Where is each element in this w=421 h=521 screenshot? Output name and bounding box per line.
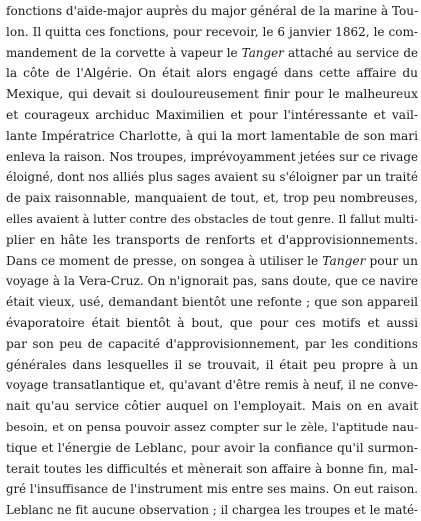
text-line: plier en hâte les transports de renforts et d'approvisionnements. <box>6 232 418 247</box>
text-line: de paix raisonnable, manquaient de tout, et, trop peu nombreuses, <box>6 191 418 206</box>
text-line: la côte de l'Algérie. On était alors engagé dans cette affaire du <box>6 66 418 81</box>
italic-ship-name: Tanger <box>241 45 284 60</box>
text-line: tique et l'énergie de Leblanc, pour avoir la confiance qu'il surmon- <box>6 440 418 455</box>
document-page <box>6 1 418 521</box>
text-line: éloigné, dont nos alliés plus sages avaient su s'éloigner par un traité <box>6 170 418 185</box>
text-line: Dans ce moment de presse, on songea à utiliser le Tanger pour un <box>6 253 418 268</box>
text-line: était vieux, usé, demandant bientôt une refonte ; que son appareil <box>6 295 418 310</box>
text-line: voyage transatlantique et, qu'avant d'être remis à neuf, il ne conve- <box>6 378 418 393</box>
text-line: elles avaient à lutter contre des obstacles de tout genre. Il fallut multi- <box>6 211 418 226</box>
text-line: générales dans lesquelles il se trouvait, il était peu propre à un <box>6 357 418 372</box>
text-line: fonctions d'aide-major auprès du major général de la marine à Tou- <box>6 4 418 18</box>
text-line: lon. Il quitta ces fonctions, pour recevoir, le 6 janvier 1862, le com- <box>6 24 418 39</box>
text-line: et courageux archiduc Maximilien et pour l'intéressante et vail- <box>6 107 418 122</box>
text-line: besoin, et on pensa pouvoir assez compter sur le zèle, l'aptitude nau- <box>6 419 418 434</box>
text-line: mandement de la corvette à vapeur le Tanger attaché au service de <box>6 45 418 60</box>
text-line: enleva la raison. Nos troupes, imprévoyamment jetées sur ce rivage <box>6 149 418 164</box>
text-line: terait toutes les difficultés et mènerait son affaire à bonne fin, mal- <box>6 461 418 476</box>
text-line: lante Impératrice Charlotte, à qui la mort lamentable de son mari <box>6 128 418 143</box>
text-line: Leblanc ne fit aucune observation ; il chargea les troupes et le maté- <box>6 503 418 518</box>
text-line: voyage à la Vera-Cruz. On n'ignorait pas, sans doute, que ce navire <box>6 274 418 289</box>
italic-ship-name: Tanger <box>322 253 366 268</box>
text-line: évaporatoire était bientôt à bout, que pour ces motifs et aussi <box>6 315 418 330</box>
text-line: gré l'insuffisance de l'instrument mis entre ses mains. On eut raison. <box>6 482 418 497</box>
text-line: Mexique, qui devait si douloureusement finir pour le malheureux <box>6 87 418 102</box>
text-line: nait qu'au service côtier auquel on l'employait. Mais on en avait <box>6 399 418 414</box>
text-line: par son peu de capacité d'approvisionnement, par les conditions <box>6 336 418 351</box>
body-text <box>6 1 418 521</box>
